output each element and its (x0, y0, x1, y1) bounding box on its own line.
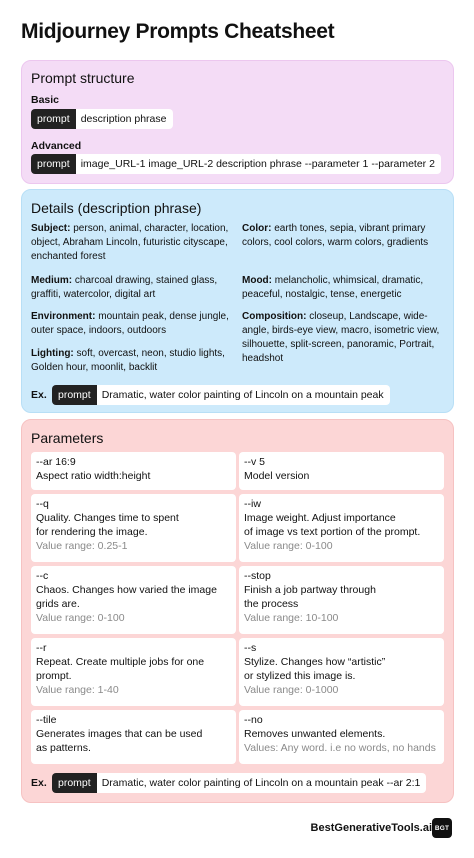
param-code: --iw (244, 498, 261, 510)
param-code: --no (244, 714, 263, 726)
detail-color: Color: earth tones, sepia, vibrant primary colors, cool colors, warm colors, gradients (242, 223, 429, 248)
detail-composition: Composition: closeup, Landscape, wide-angle, birds-eye view, macro, isometric view, silhouette, split-screen, panoramic, Portrait, headshot (242, 311, 440, 364)
param-desc: Model version (244, 470, 310, 482)
prompt-tag: prompt (52, 385, 97, 405)
param-code: --r (36, 642, 47, 654)
param-range: Value range: 10-100 (244, 612, 339, 624)
parameters-example-row (52, 773, 426, 793)
param-code: --v 5 (244, 456, 265, 468)
advanced-prompt-text: image_URL-1 image_URL-2 description phrase --parameter 1 --parameter 2 (76, 154, 441, 174)
detail-environment: Environment: mountain peak, dense jungle, outer space, indoors, outdoors (31, 311, 229, 336)
basic-label: Basic (31, 94, 60, 106)
details-example-row (52, 385, 390, 405)
param-no (239, 710, 444, 764)
param-desc: Removes unwanted elements. (244, 728, 386, 740)
param-code: --q (36, 498, 49, 510)
param-code: --stop (244, 570, 271, 582)
prompt-structure-title: Prompt structure (31, 70, 135, 86)
details-example-text: Dramatic, water color painting of Lincoln on a mountain peak (97, 385, 390, 405)
param-c (31, 566, 236, 634)
param-q (31, 494, 236, 562)
param-desc: Stylize. Changes how “artistic” or stylized this image is. (244, 656, 386, 682)
param-desc: Quality. Changes time to spent for rendering the image. (36, 512, 179, 538)
param-desc: Generates images that can be used as patterns. (36, 728, 203, 754)
param-v (239, 452, 444, 490)
param-range: Value range: 1-40 (36, 684, 119, 696)
prompt-tag: prompt (31, 154, 76, 174)
detail-subject: Subject: person, animal, character, location, object, Abraham Lincoln, futuristic cityscape, enchanted forest (31, 223, 229, 262)
brand-logo-icon[interactable]: BGT (432, 818, 452, 838)
param-desc: Image weight. Adjust importance of image vs text portion of the prompt. (244, 512, 421, 538)
param-code: --tile (36, 714, 57, 726)
details-example-label: Ex. (31, 389, 47, 401)
param-code: --ar 16:9 (36, 456, 76, 468)
param-desc: Chaos. Changes how varied the image grids are. (36, 584, 217, 610)
param-range: Value range: 0-1000 (244, 684, 339, 696)
details-title: Details (description phrase) (31, 200, 202, 216)
param-tile (31, 710, 236, 764)
parameters-card (21, 419, 454, 803)
details-card (21, 189, 454, 413)
param-code: --s (244, 642, 257, 654)
parameters-title: Parameters (31, 430, 104, 446)
param-iw (239, 494, 444, 562)
param-r (31, 638, 236, 706)
advanced-label: Advanced (31, 140, 82, 152)
basic-prompt-text: description phrase (76, 109, 173, 129)
prompt-tag: prompt (31, 109, 76, 129)
parameters-example-text: Dramatic, water color painting of Lincoln on a mountain peak --ar 2:1 (97, 773, 427, 793)
param-ar (31, 452, 236, 490)
param-range: Value range: 0.25-1 (36, 540, 128, 552)
prompt-tag: prompt (52, 773, 97, 793)
param-desc: Repeat. Create multiple jobs for one prompt. (36, 656, 205, 682)
param-code: --c (36, 570, 49, 582)
param-s (239, 638, 444, 706)
detail-medium: Medium: charcoal drawing, stained glass, graffiti, watercolor, digital art (31, 275, 218, 300)
param-range: Values: Any word. i.e no words, no hands (244, 742, 436, 754)
detail-mood: Mood: melancholic, whimsical, dramatic, peaceful, nostalgic, tense, energetic (242, 275, 424, 300)
param-desc: Finish a job partway through the process (244, 584, 376, 610)
parameters-example-label: Ex. (31, 777, 47, 789)
param-desc: Aspect ratio width:height (36, 470, 151, 482)
prompt-structure-card (21, 60, 454, 184)
param-range: Value range: 0-100 (244, 540, 333, 552)
advanced-prompt-row (31, 154, 441, 174)
detail-lighting: Lighting: soft, overcast, neon, studio lights, Golden hour, moonlit, backlit (31, 348, 225, 373)
footer-brand[interactable]: BestGenerativeTools.ai (310, 822, 432, 834)
page-title: Midjourney Prompts Cheatsheet (21, 20, 335, 43)
param-range: Value range: 0-100 (36, 612, 125, 624)
basic-prompt-row (31, 109, 173, 129)
param-stop (239, 566, 444, 634)
